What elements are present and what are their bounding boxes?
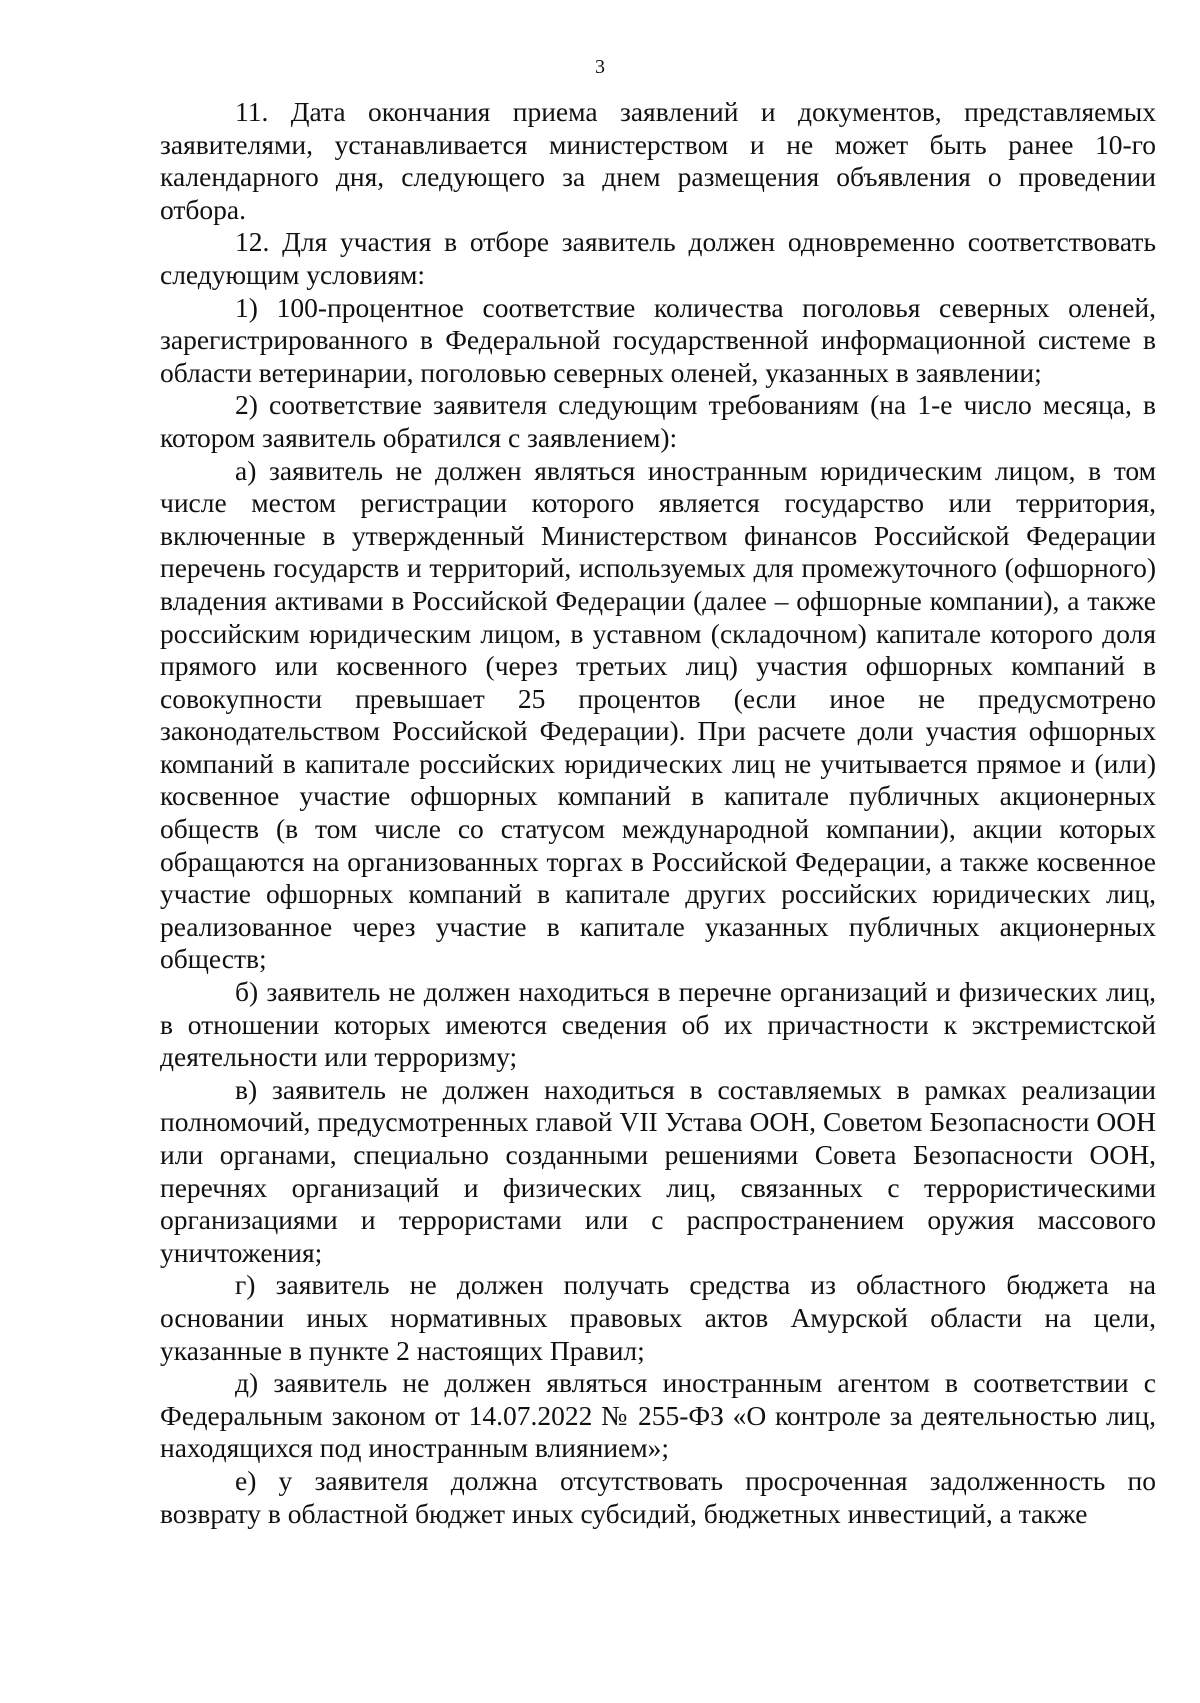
- page-number: 3: [595, 56, 605, 78]
- requirement-e-foreign-agent: д) заявитель не должен являться иностранным агентом в соответствии с Федеральным законом от 14.07.2022 № 255-ФЗ «О контроле за деятельностью лиц, находящихся под иностранным влиянием»;: [160, 1367, 1156, 1464]
- requirement-f-overdue-debt: е) у заявителя должна отсутствовать просроченная задолженность по возврату в областной бюджет иных субсидий, бюджетных инвестиций, а также: [160, 1464, 1156, 1529]
- requirement-c-un-lists: в) заявитель не должен находиться в составляемых в рамках реализации полномочий, предусмотренных главой VII Устава ООН, Советом Безопасности ООН или органами, специально созданными решениями Совета Безопасности ООН, перечнях организаций и физических лиц, связанных с террористическими организациями и террористами или с распространением оружия массового уничтожения;: [160, 1073, 1156, 1268]
- requirement-b-extremism-list: б) заявитель не должен находиться в перечне организаций и физических лиц, в отношении которых имеются сведения об их причастности к экстремистской деятельности или терроризму;: [160, 976, 1156, 1073]
- requirement-a-foreign-legal-entity: а) заявитель не должен являться иностранным юридическим лицом, в том числе местом регистрации которого является государство или территория, включенные в утвержденный Министерством финансов Российской Федерации перечень государств и территорий, используемых для промежуточного (офшорного) владения активами в Российской Федерации (далее – офшорные компании), а также российским юридическим лицом, в уставном (складочном) капитале которого доля прямого или косвенного (через третьих лиц) участия офшорных компаний в совокупности превышает 25 процентов (если иное не предусмотрено законодательством Российской Федерации). При расчете доли участия офшорных компаний в капитале российских юридических лиц не учитывается прямое и (или) косвенное участие офшорных компаний в капитале публичных акционерных обществ (в том числе со статусом международной компании), акции которых обращаются на организованных торгах в Российской Федерации, а также косвенное участие офшорных компаний в капитале других российских юридических лиц, реализованное через участие в капитале указанных публичных акционерных обществ;: [160, 454, 1156, 975]
- condition-2-applicant-requirements: 2) соответствие заявителя следующим требованиям (на 1-е число месяца, в котором заявитель обратился с заявлением):: [160, 389, 1156, 453]
- condition-1-herd-match: 1) 100-процентное соответствие количества поголовья северных оленей, зарегистрированного в Федеральной государственной информационной системе в области ветеринарии, поголовью северных оленей, указанных в заявлении;: [160, 291, 1156, 388]
- paragraph-11-deadline: 11. Дата окончания приема заявлений и документов, представляемых заявителями, устанавливается министерством и не может быть ранее 10-го календарного дня, следующего за днем размещения объявления о проведении отбора.: [160, 96, 1156, 225]
- document-body: [160, 96, 1156, 1530]
- requirement-d-budget-funds: г) заявитель не должен получать средства из областного бюджета на основании иных нормативных правовых актов Амурской области на цели, указанные в пункте 2 настоящих Правил;: [160, 1269, 1156, 1366]
- paragraph-12-conditions: 12. Для участия в отборе заявитель должен одновременно соответствовать следующим условиям:: [160, 226, 1156, 290]
